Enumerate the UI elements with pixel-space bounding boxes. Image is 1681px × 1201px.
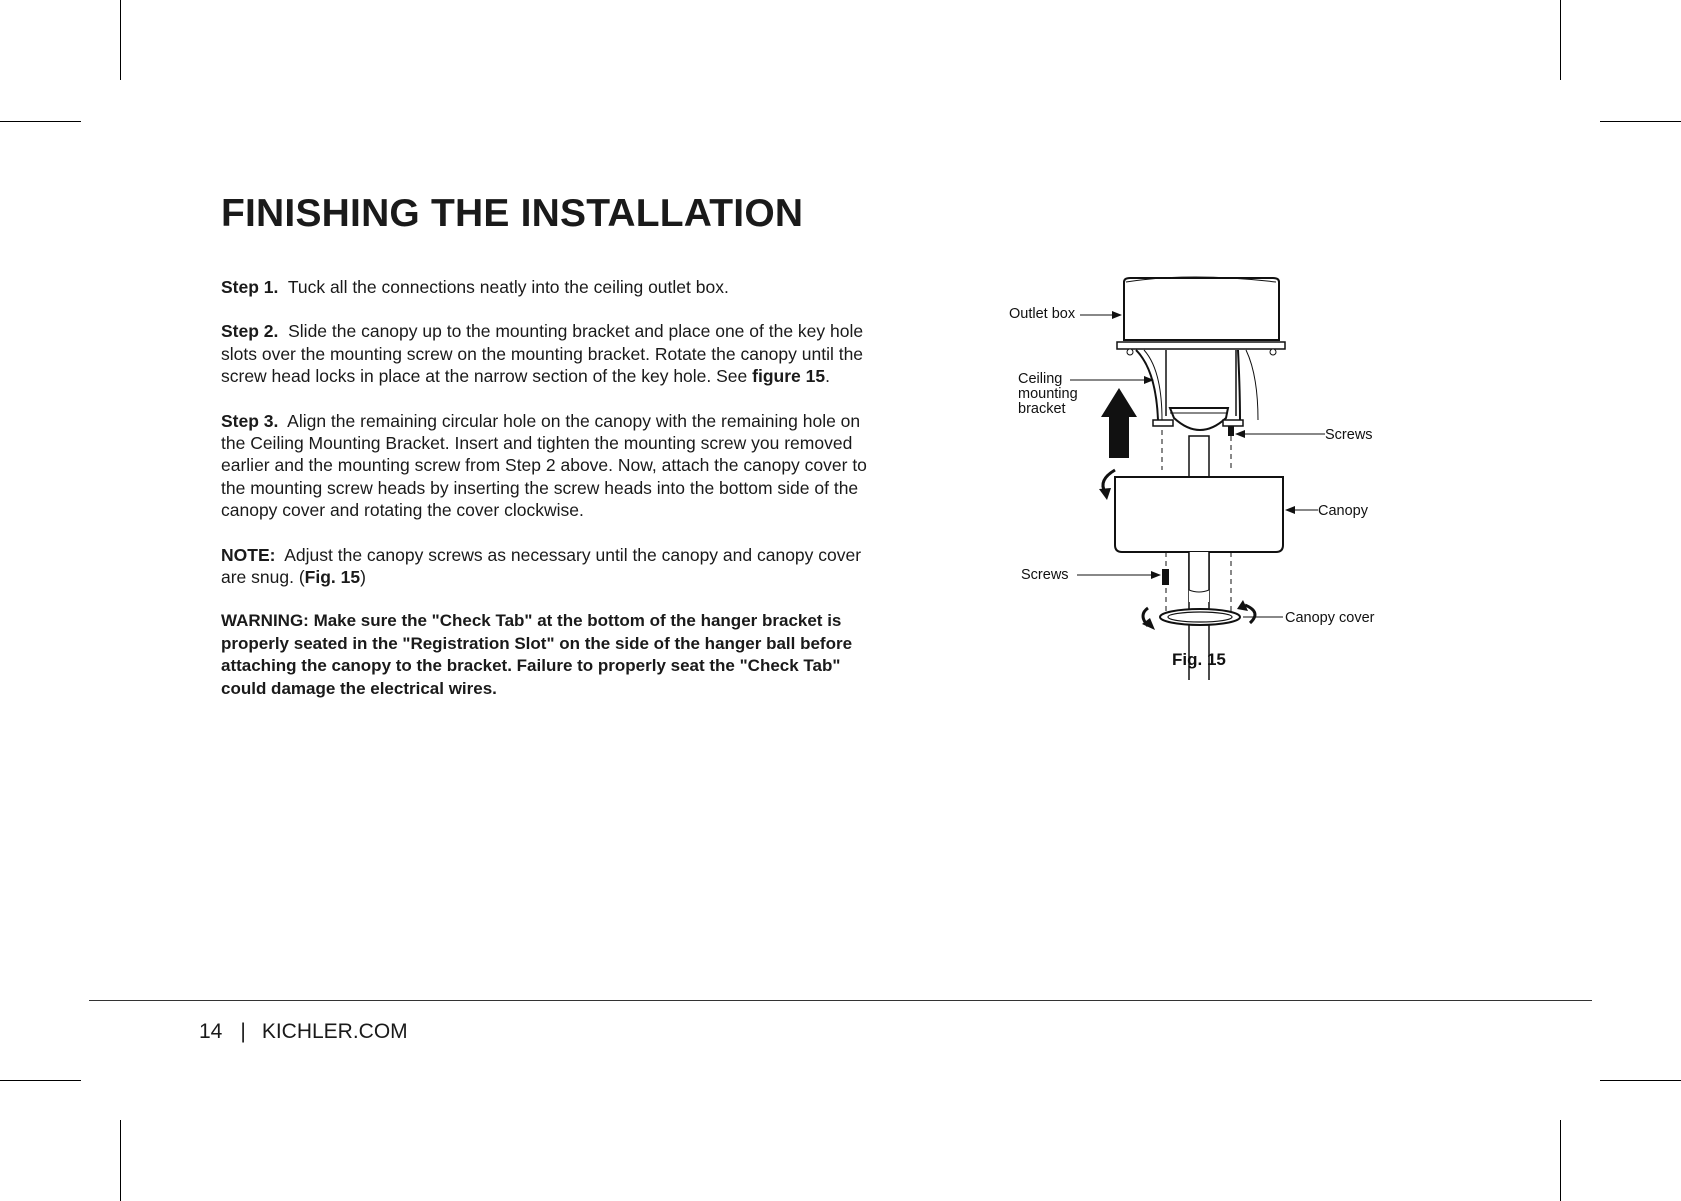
note-label: NOTE: [221, 544, 276, 565]
note [221, 544, 881, 589]
figure-15 [990, 260, 1420, 680]
step-1-label: Step 1. [221, 277, 279, 297]
hanger-ball [1170, 408, 1228, 430]
label-canopy-cover: Canopy cover [1285, 610, 1375, 626]
footer [199, 1020, 408, 1044]
canopy-diagram [990, 260, 1420, 680]
outlet-box [1124, 278, 1279, 340]
note-text-end: ) [360, 567, 366, 588]
step-3-text: Align the remaining circular hole on the canopy with the remaining hole on the Ceiling Mounting Bracket. Insert and tighten the mounting screw you removed earlier and the mounting screw from Step 2 above. Now, attach the canopy cover to the mounting screw heads by inserting the screw heads into the bottom side of the canopy cover and rotating the cover clockwise. [221, 410, 867, 521]
crop-mark [1560, 1120, 1561, 1201]
figure-caption: Fig. 15 [1172, 650, 1226, 669]
step-2-text-end: . [825, 366, 830, 387]
crop-mark [0, 1080, 81, 1081]
crop-mark [0, 121, 81, 122]
footer-separator: | [240, 1020, 246, 1043]
footer-site: KICHLER.COM [261, 1020, 408, 1043]
footer-divider [89, 1000, 1592, 1001]
canopy [1115, 477, 1283, 552]
instructions [221, 276, 881, 700]
label-ceiling-bracket: Ceiling [1018, 371, 1063, 387]
screw [1228, 426, 1234, 436]
crop-mark [1600, 121, 1681, 122]
crop-mark [1560, 0, 1561, 80]
page-number: 14 [199, 1020, 223, 1043]
label-outlet-box: Outlet box [1009, 306, 1076, 322]
mounting-plate [1117, 342, 1285, 349]
crop-mark [1600, 1080, 1681, 1081]
step-2-text: Slide the canopy up to the mounting bracket and place one of the key hole slots over the mounting screw on the mounting bracket. Rotate the canopy until the screw head locks in place at the narrow section of the key hole. See [221, 321, 864, 387]
crop-mark [120, 0, 121, 80]
warning [221, 610, 881, 700]
step-3-label: Step 3. [221, 410, 279, 431]
fig-reference: Fig. 15 [304, 567, 361, 588]
warning-label: WARNING: [221, 611, 309, 631]
crop-mark [120, 1120, 121, 1201]
ceiling-mounting-bracket [1136, 350, 1158, 420]
label-canopy: Canopy [1318, 503, 1368, 519]
step-1-text: Tuck all the connections neatly into the ceiling outlet box. [287, 277, 729, 297]
step-1 [221, 276, 881, 298]
label-ceiling-bracket: mounting [1018, 386, 1078, 402]
figure-reference: figure 15 [752, 366, 826, 387]
note-text: Adjust the canopy screws as necessary until the canopy and canopy cover are snug. ( [221, 544, 862, 588]
label-screws-top: Screws [1325, 427, 1373, 443]
step-2 [221, 320, 881, 387]
step-2-label: Step 2. [221, 321, 279, 342]
step-3 [221, 410, 881, 522]
label-ceiling-bracket: bracket [1018, 401, 1066, 417]
warning-text: Make sure the "Check Tab" at the bottom of the hanger bracket is properly seated in the "Registration Slot" on the side of the hanger ball before attaching the canopy to the bracket. Failure to properly seat the "Check Tab" could damage the electrical wires. [221, 611, 853, 698]
up-arrow-icon [1101, 388, 1137, 458]
label-screws-bottom: Screws [1021, 567, 1069, 583]
screw [1162, 569, 1169, 585]
page-title: FINISHING THE INSTALLATION [221, 192, 804, 235]
